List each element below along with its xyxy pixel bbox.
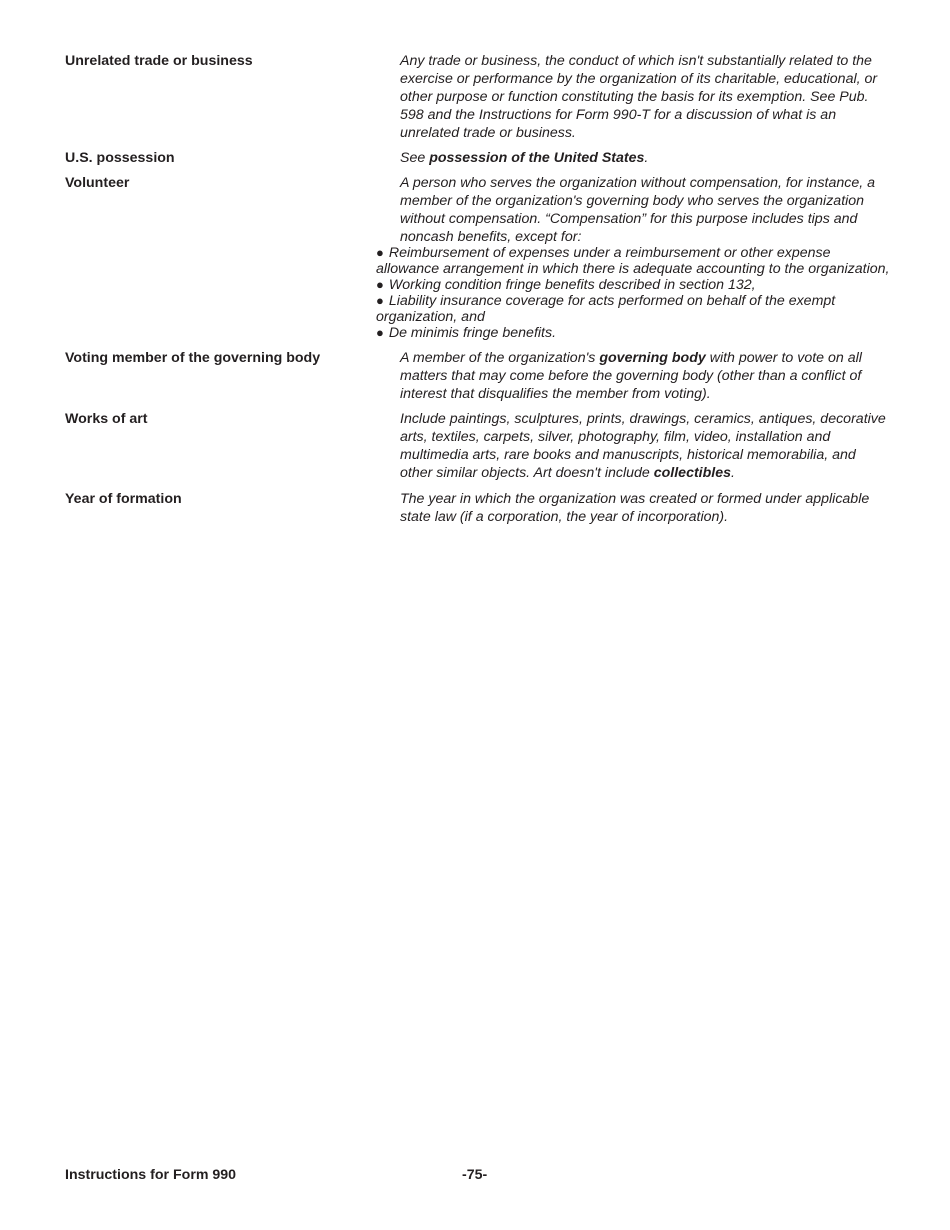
definition-year-of-formation: The year in which the organization was created or formed under applicable state law (if a corporation, the year of incorporation). <box>400 491 870 525</box>
definition-voting-member <box>400 349 890 403</box>
list-item: ● Liability insurance coverage for acts performed on behalf of the exempt organization, and <box>376 293 836 325</box>
term-volunteer: Volunteer <box>65 175 130 191</box>
definition-text: . <box>731 465 735 481</box>
bullet-icon: ● <box>376 245 384 260</box>
list-item: ● De minimis fringe benefits. <box>376 325 557 341</box>
definition-text: . <box>644 150 649 166</box>
definition-us-possession <box>400 149 890 167</box>
definition-text: Include paintings, sculptures, prints, drawings, ceramics, antiques, decorative arts, textiles, carpets, silver, photography, film, video, installation and multimedia arts, rare books and manuscripts, historical memorabilia, and other similar objects. Art doesn't include <box>400 411 886 481</box>
cross-reference: possession of the United States <box>429 150 645 166</box>
term-us-possession: U.S. possession <box>65 150 175 166</box>
term-unrelated-trade-or-business: Unrelated trade or business <box>65 53 253 69</box>
page-number: -75- <box>462 1167 488 1183</box>
list-item: ● Reimbursement of expenses under a reimbursement or other expense allowance arrangement in which there is adequate accounting to the organization, <box>376 245 890 277</box>
list-item: ● Working condition fringe benefits described in section 132, <box>376 277 756 293</box>
term-works-of-art: Works of art <box>65 411 148 427</box>
cross-reference: collectibles <box>653 465 732 481</box>
cross-reference: governing body <box>599 350 706 366</box>
footer-form-title: Instructions for Form 990 <box>65 1167 237 1183</box>
definition-text: with power to vote on all matters that may come before the governing body (other than a conflict of interest that disqualifies the member from voting). <box>400 350 862 402</box>
definition-text: See <box>400 150 430 166</box>
bullet-icon: ● <box>376 277 384 292</box>
term-voting-member: Voting member of the governing body <box>65 350 321 366</box>
definition-text: A member of the organization's <box>400 350 600 366</box>
bullet-icon: ● <box>376 325 384 340</box>
bullet-icon: ● <box>376 293 384 308</box>
definition-volunteer: A person who serves the organization without compensation, for instance, a member of the organization's governing body who serves the organization without compensation. “Compensation” for this purpose includes tips and noncash benefits, except for: <box>400 175 876 245</box>
definition-unrelated-trade-or-business: Any trade or business, the conduct of which isn't substantially related to the exercise or performance by the organization of its charitable, educational, or other purpose or function constituting the basis for its exemption. See Pub. 598 and the Instructions for Form 990-T for a discussion of what is an unrelated trade or business. <box>400 53 878 141</box>
definition-works-of-art <box>400 410 890 482</box>
volunteer-exception-list <box>376 245 891 341</box>
term-year-of-formation: Year of formation <box>65 491 182 507</box>
